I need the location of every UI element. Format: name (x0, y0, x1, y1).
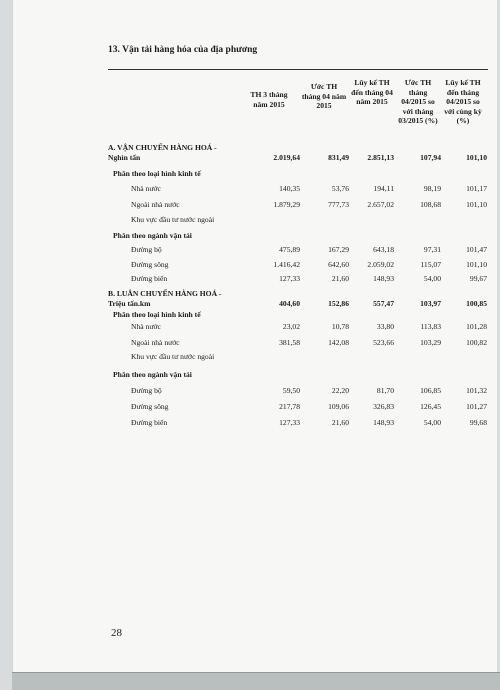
cell-value: 98,19 (423, 184, 441, 193)
table-title: 13. Vận tải hàng hóa của địa phương (108, 45, 258, 55)
cell-value: 126,45 (420, 402, 441, 411)
table-row (13, 143, 497, 162)
row-label-unit: Nghìn tấn (108, 153, 141, 162)
header-col-4: Ước TH tháng 04/2015 so với tháng 03/2015 (%) (398, 78, 438, 125)
cell-value: 2.657,02 (367, 200, 394, 209)
table-row (13, 169, 497, 181)
cell-value: 127,33 (279, 418, 300, 427)
table-row (13, 310, 497, 322)
document-page (12, 0, 497, 680)
row-label: Khu vực đầu tư nước ngoài (131, 352, 215, 361)
cell-value: 326,83 (373, 402, 394, 411)
row-label: Đường sông (131, 402, 169, 411)
cell-value: 2.059,02 (367, 260, 394, 269)
row-label: A. VẬN CHUYỂN HÀNG HOÁ - (108, 143, 217, 152)
cell-value: 167,29 (328, 245, 349, 254)
cell-value: 101,17 (466, 184, 487, 193)
cell-value: 23,02 (282, 322, 300, 331)
row-label: Đường bộ (131, 245, 162, 254)
page-number: 28 (111, 627, 122, 639)
cell-value: 115,07 (420, 260, 441, 269)
row-label: B. LUÂN CHUYỂN HÀNG HOÁ - (108, 289, 222, 298)
cell-value: 1.879,29 (273, 200, 300, 209)
row-label: Đường sông (131, 260, 169, 269)
cell-value: 54,00 (423, 274, 441, 283)
cell-value: 777,73 (328, 200, 349, 209)
cell-value: 381,58 (279, 338, 300, 347)
table-row (13, 245, 497, 257)
cell-value: 642,60 (328, 260, 349, 269)
cell-value: 107,94 (420, 153, 441, 162)
cell-value: 21,60 (331, 418, 349, 427)
page-fold-edge (12, 672, 500, 690)
row-label: Phân theo loại hình kinh tế (113, 310, 201, 319)
cell-value: 557,47 (373, 299, 394, 308)
cell-value: 2.019,64 (273, 153, 300, 162)
cell-value: 101,10 (466, 200, 487, 209)
cell-value: 475,89 (279, 245, 300, 254)
table-row (13, 402, 497, 414)
cell-value: 140,35 (279, 184, 300, 193)
table-row (13, 386, 497, 398)
cell-value: 101,32 (466, 386, 487, 395)
cell-value: 10,78 (331, 322, 349, 331)
cell-value: 108,68 (420, 200, 441, 209)
cell-value: 101,28 (466, 322, 487, 331)
table-row (13, 184, 497, 196)
cell-value: 81,70 (376, 386, 394, 395)
cell-value: 523,66 (373, 338, 394, 347)
table-row (13, 418, 497, 430)
cell-value: 101,10 (466, 153, 487, 162)
table-row (13, 260, 497, 272)
cell-value: 99,67 (469, 274, 487, 283)
row-label: Nhà nước (131, 322, 161, 331)
cell-value: 101,27 (466, 402, 487, 411)
row-label: Phân theo loại hình kinh tế (113, 169, 201, 178)
table-row (13, 274, 497, 286)
cell-value: 97,31 (423, 245, 441, 254)
cell-value: 113,83 (420, 322, 441, 331)
cell-value: 22,20 (331, 386, 349, 395)
cell-value: 99,68 (469, 418, 487, 427)
cell-value: 831,49 (328, 153, 349, 162)
cell-value: 142,08 (328, 338, 349, 347)
cell-value: 103,29 (420, 338, 441, 347)
cell-value: 100,85 (466, 299, 487, 308)
cell-value: 2.851,13 (367, 153, 394, 162)
table-row (13, 231, 497, 243)
table-row (13, 289, 497, 308)
cell-value: 194,11 (373, 184, 394, 193)
cell-value: 106,85 (420, 386, 441, 395)
row-label: Phân theo ngành vận tải (113, 231, 192, 240)
cell-value: 643,18 (373, 245, 394, 254)
row-label: Đường biển (131, 418, 168, 427)
header-col-1: TH 3 tháng năm 2015 (250, 90, 288, 109)
cell-value: 109,06 (328, 402, 349, 411)
table-row (13, 200, 497, 212)
table-row (13, 322, 497, 334)
row-label: Đường biển (131, 274, 168, 283)
row-label: Khu vực đầu tư nước ngoài (131, 215, 215, 224)
table-row (13, 352, 497, 364)
row-label: Nhà nước (131, 184, 161, 193)
cell-value: 101,47 (466, 245, 487, 254)
table-row (13, 338, 497, 350)
row-label: Ngoài nhà nước (131, 338, 180, 347)
cell-value: 127,33 (279, 274, 300, 283)
cell-value: 101,10 (466, 260, 487, 269)
table-row (13, 370, 497, 382)
cell-value: 152,86 (328, 299, 349, 308)
table-row (13, 215, 497, 227)
cell-value: 103,97 (420, 299, 441, 308)
header-col-2: Ước TH tháng 04 năm 2015 (301, 82, 347, 110)
cell-value: 53,76 (331, 184, 349, 193)
row-label: Phân theo ngành vận tải (113, 370, 192, 379)
cell-value: 33,80 (376, 322, 394, 331)
row-label: Đường bộ (131, 386, 162, 395)
cell-value: 54,00 (423, 418, 441, 427)
cell-value: 1.416,42 (273, 260, 300, 269)
cell-value: 217,78 (279, 402, 300, 411)
cell-value: 148,93 (373, 274, 394, 283)
header-col-5: Lũy kế TH đến tháng 04/2015 so với cùng kỳ (%) (444, 78, 482, 125)
cell-value: 21,60 (331, 274, 349, 283)
row-label-unit: Triệu tấn.km (108, 299, 151, 308)
cell-value: 148,93 (373, 418, 394, 427)
cell-value: 100,82 (466, 338, 487, 347)
row-label: Ngoài nhà nước (131, 200, 180, 209)
cell-value: 59,50 (282, 386, 300, 395)
title-rule (108, 69, 488, 70)
cell-value: 404,60 (279, 299, 300, 308)
header-col-3: Lũy kế TH đến tháng 04 năm 2015 (351, 78, 393, 106)
